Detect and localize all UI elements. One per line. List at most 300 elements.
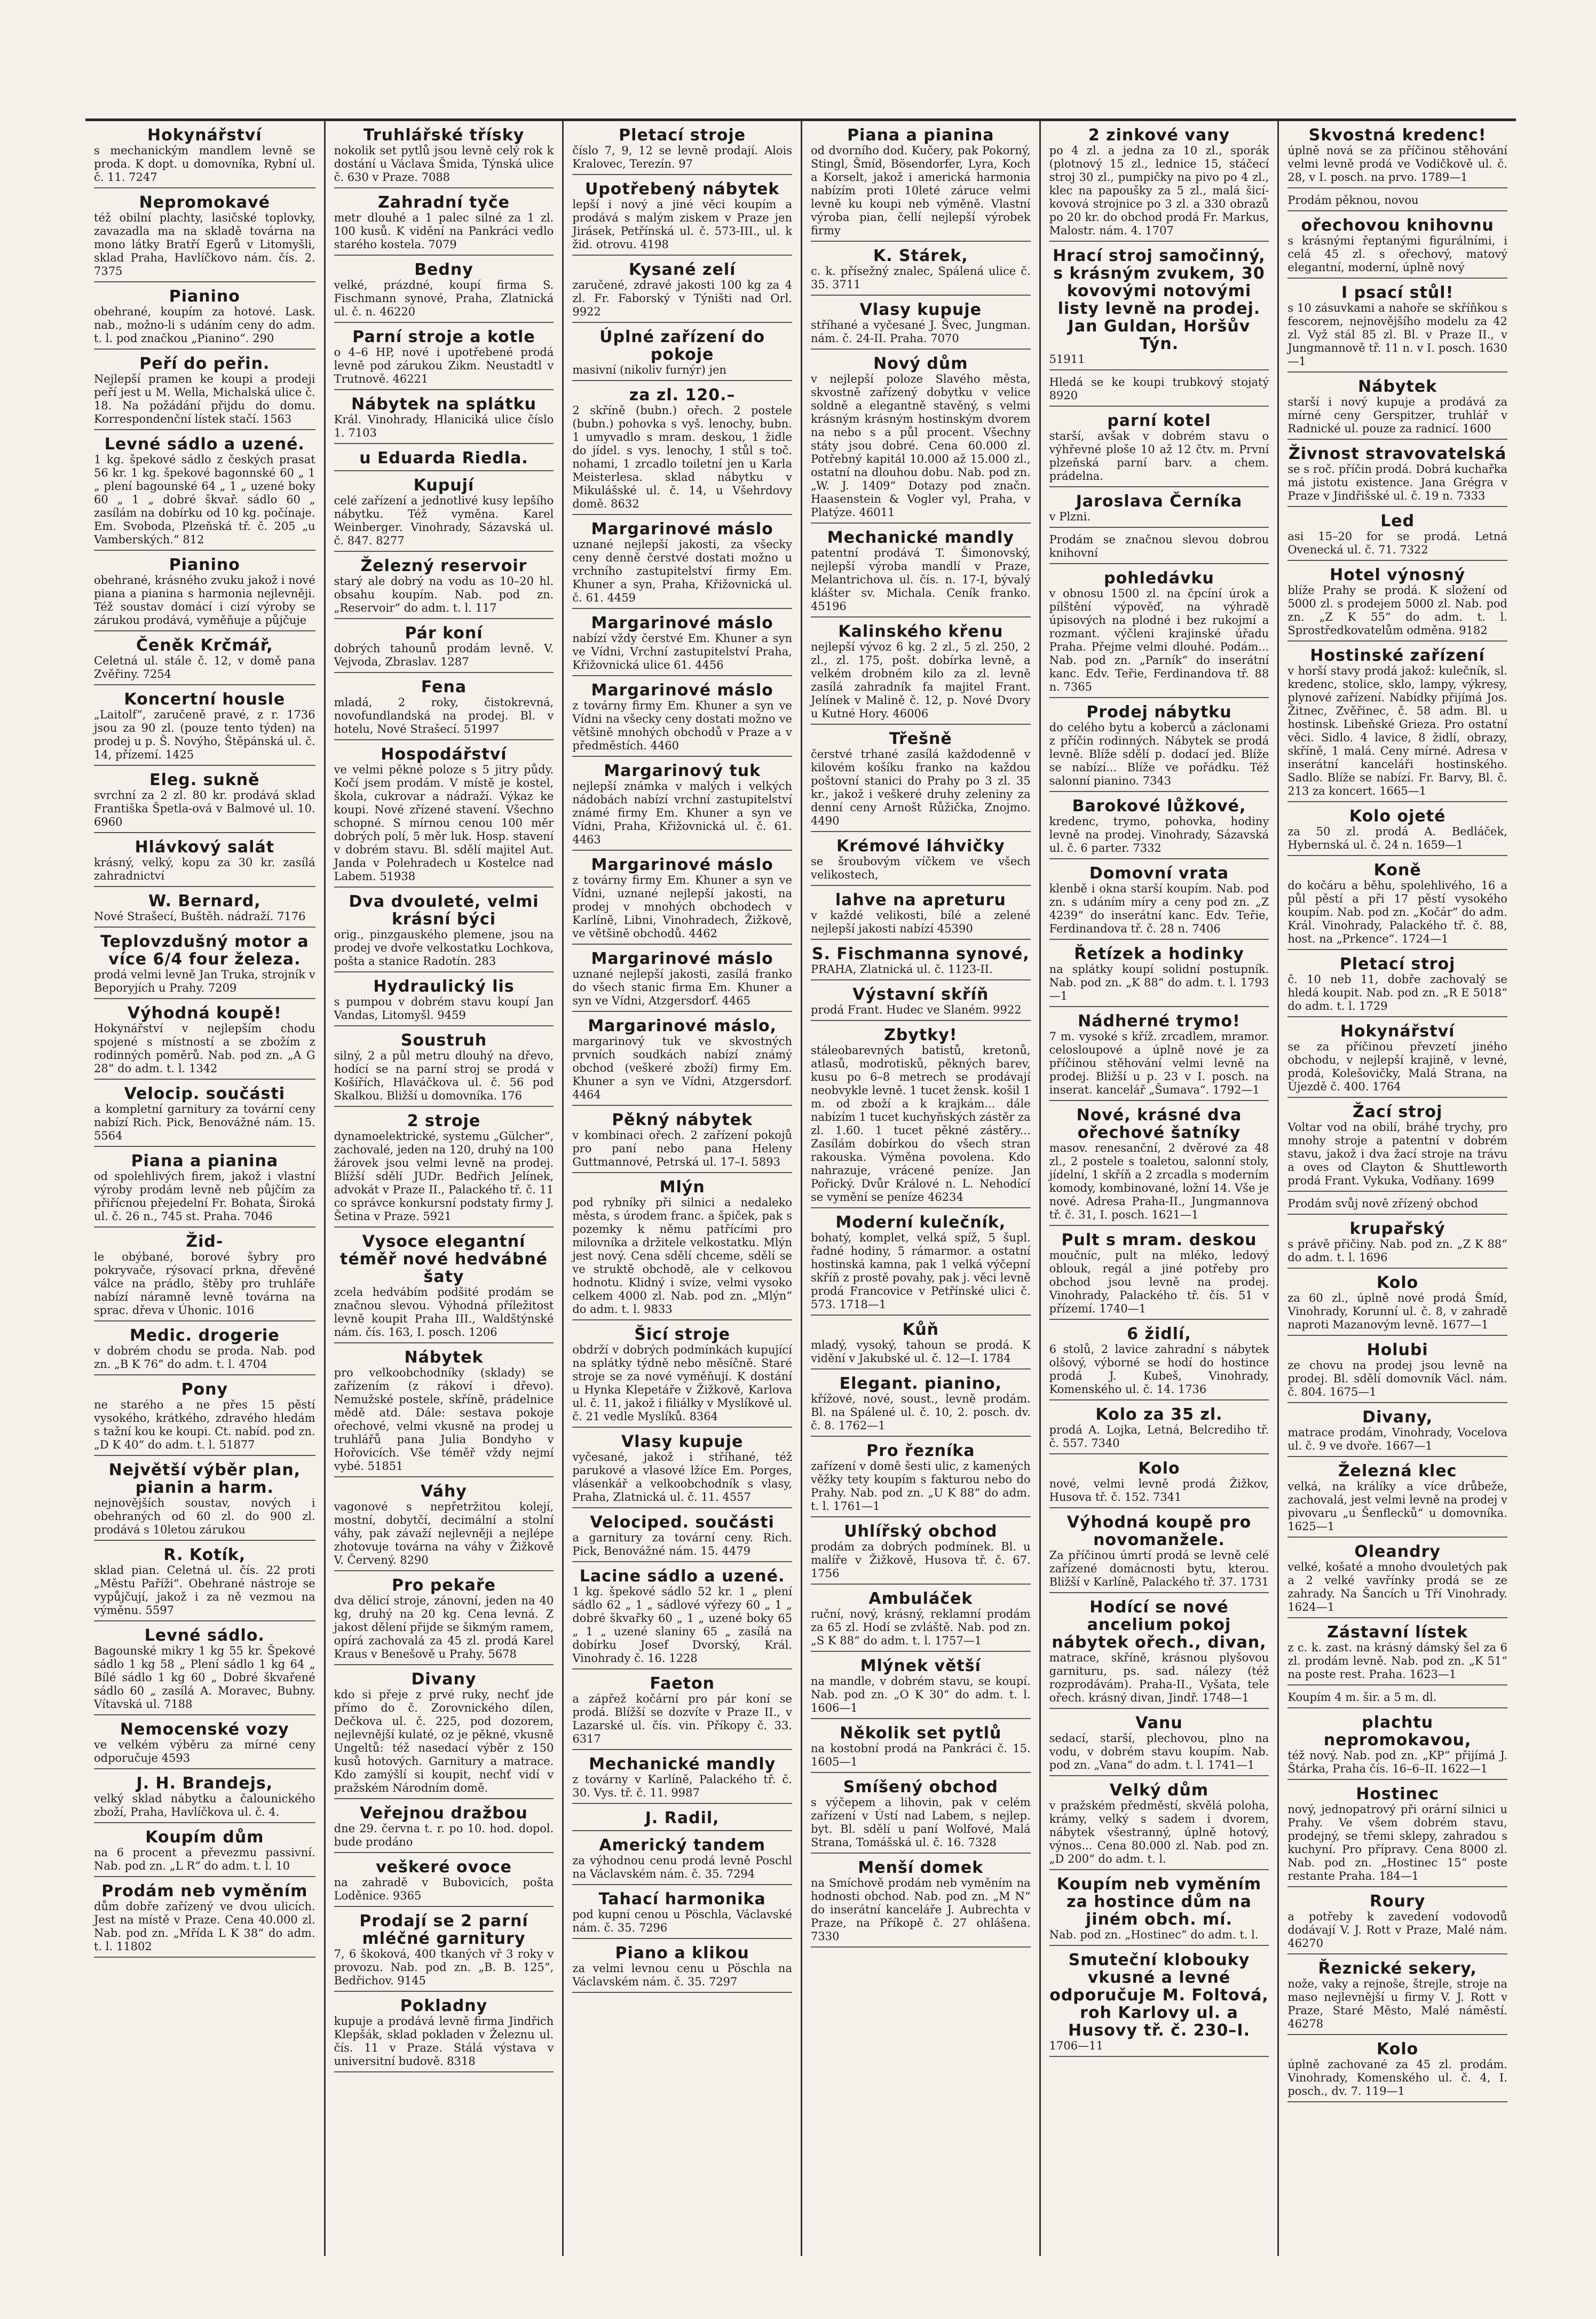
classified-ad (572, 1568, 792, 1669)
classified-ad (572, 1837, 792, 1885)
ad-text: ne starého a ne přes 15 pěstí vysokého, krátkého, zdravého hledám s tažní kou ke koupi. Ct. nabíd. pod zn. „D K 40“ do adm. t. l. 51877 (94, 1398, 315, 1451)
classified-ad (1049, 1598, 1269, 1709)
classified-ad (1287, 1023, 1507, 1098)
ad-divider (811, 1772, 1031, 1773)
classified-ad (334, 1032, 554, 1107)
ad-divider (811, 1516, 1031, 1517)
ad-text: 51911 (1049, 353, 1085, 366)
ad-text: velký sklad nábytku a čalounického zboží, Praha, Havlíčkova ul. č. 4. (94, 1792, 315, 1818)
ad-heading: Nádherné trymo! (1078, 1012, 1241, 1031)
classified-ad (572, 1809, 792, 1831)
classified-ad (1049, 945, 1269, 1007)
ad-heading: Několik set pytlů (840, 1724, 1002, 1743)
classified-ad (1287, 1960, 1507, 2035)
ad-heading: ořechovou knihovnu (1301, 216, 1494, 235)
ad-heading: Krémové láhvičky (836, 837, 1005, 856)
ad-text: z továrny v Karlíně, Palackého tř. č. 30. Vys. tř. č. 11. 9987 (572, 1773, 792, 1799)
ad-heading: Velociped. součásti (590, 1513, 775, 1532)
ad-divider (1287, 1886, 1507, 1887)
ad-text: stříhané a vyčesané J. Švec, Jungman. nám. č. 24-II. Praha. 7070 (810, 319, 1031, 345)
ad-text: dva dělicí stroje, zánovní, jeden na 40 kg, druhý na 20 kg. Cena levná. Z jakost dělení přijde se šikmým ramem, opírá zachovalá za 45 zl. prodá Karel Kraus v Benešově u Prahy. 5678 (334, 1594, 554, 1660)
classified-ad (1287, 1691, 1507, 1708)
ad-text: masivní (nikoliv furnýr) jen (572, 363, 726, 376)
ad-text: silný, 2 a půl metru dlouhý na dřevo, hodící se na parní stroj se prodá v Košířích, Hlaváčkova ul. č. 56 pod Skalkou. Bližší u domovníka. 176 (334, 1049, 554, 1102)
classified-ad (572, 386, 792, 515)
ad-heading: Oleandry (1354, 1542, 1441, 1561)
classified-ad (572, 180, 792, 256)
ad-divider (811, 616, 1031, 618)
classified-ad (811, 301, 1031, 350)
ad-text: v obnosu 1500 zl. na čpcíní úrok a pílštění výpověď, na výhradě úpisových na plodné i bez rukojmí a rozmant. výčleni krajinské úřadu Praha. Přejme velmi dlouhé. Podám... Nab. pod zn. „Parník“ do inserátní kanc. Edv. Teřie, Ferdinandova tř. 88 n. 7365 (1049, 587, 1269, 693)
classified-ad (1287, 1543, 1507, 1618)
ad-text: za výhodnou cenu prodá levně Poschl na Václavském nám. č. 35. 7294 (572, 1854, 792, 1880)
ad-heading: W. Bernard, (148, 892, 261, 911)
ad-text: za velmi levnou cenu u Pöschla na Václavském nám. č. 35. 7297 (572, 1962, 792, 1988)
ad-text: nejnovějších soustav, nových i obehraných od 60 zl. do 900 zl. prodává s 10letou zárukou (94, 1497, 315, 1536)
ad-heading: Margarinový tuk (604, 762, 761, 780)
ad-divider (94, 429, 315, 430)
ad-heading: Medic. drogerie (129, 1326, 280, 1345)
classified-ad (334, 126, 554, 188)
ad-text: zaručené, zdravé jakosti 100 kg za 4 zl. Fr. Faborský v Týništi nad Orl. 9922 (572, 279, 792, 318)
ad-heading: Jaroslava Černíka (1076, 492, 1243, 511)
ad-heading: Margarinové máslo (591, 614, 773, 632)
ad-divider (1049, 369, 1269, 370)
ad-divider (572, 174, 792, 175)
classified-ad (94, 556, 315, 631)
classified-ad (811, 730, 1031, 832)
ad-heading: Pro řezníka (866, 1442, 975, 1460)
classified-ad (811, 126, 1031, 242)
ad-divider (94, 1320, 315, 1321)
ad-heading: Vysoce elegantní téměř nové hedvábné šaty (339, 1232, 548, 1286)
ad-heading: parní kotel (1107, 411, 1211, 430)
classified-ad (94, 1004, 315, 1080)
classified-ad (94, 1327, 315, 1375)
ad-divider (94, 1374, 315, 1375)
ad-heading: Výhodná koupě! (127, 1004, 282, 1023)
ad-divider (94, 1822, 315, 1823)
ad-heading: R. Kotík, (163, 1546, 246, 1564)
ad-heading: Největší výběr plan, pianin a harm. (108, 1461, 301, 1497)
ad-heading: Uhlířský obchod (844, 1522, 998, 1541)
ad-divider (1049, 939, 1269, 940)
ad-text: starý ale dobrý na vodu as 10–20 hl. obsahu koupím. Nab. pod zn. „Reservoir“ do adm. t. l. 117 (334, 575, 554, 614)
ad-text: blíže Prahy se prodá. K složení od 5000 zl. s prodejem 5000 zl. Nab. pod zn. „Z K 55“ do adm. t. l. Sprostředkovatelům odměna. 9182 (1287, 584, 1507, 637)
classified-ad (1287, 2040, 1507, 2102)
ad-divider (572, 322, 792, 323)
ad-divider (334, 322, 554, 323)
classified-ad (1287, 217, 1507, 279)
ad-text: z továrny firmy Em. Khuner a syn ve Vídni na všecky ceny dostati možno ve většině mnohých obchodů v Praze a v předměstích. 4460 (572, 699, 792, 752)
classified-ad (334, 1483, 554, 1571)
ad-heading: Elegant. pianino, (839, 1374, 1002, 1393)
ad-heading: Piano a klikou (615, 1944, 749, 1962)
ad-column-4 (801, 121, 1039, 2256)
classified-ad (1287, 1408, 1507, 1457)
classified-ad (811, 247, 1031, 296)
ad-heading: Kalinského křenu (838, 622, 1004, 641)
classified-ad (1049, 569, 1269, 698)
ad-divider (1287, 1684, 1507, 1685)
ad-divider (1287, 855, 1507, 856)
ad-heading: Domovní vrata (1089, 864, 1229, 883)
ad-heading: Piana a pianina (847, 126, 994, 145)
ad-text: c. k. přísežný znalec, Spálená ulice č. 35. 3711 (810, 265, 1031, 291)
ad-text: 7, 6 škoková, 400 tkaných vř 3 roky v provozu. Nab. pod zn. „B. B. 125“, Bedřichov. 9145 (334, 1948, 554, 1987)
ad-divider (334, 2071, 554, 2072)
classified-ad (1049, 493, 1269, 528)
ad-divider (1287, 1456, 1507, 1457)
ad-text: na splátky koupí solidní postupník. Nab. pod zn. „K 88“ do adm. t. l. 1793—1 (1049, 963, 1269, 1002)
ad-text: Nové Strašecí, Buštěh. nádraží. 7176 (94, 910, 306, 923)
classified-ad (94, 1829, 315, 1877)
ad-divider (1287, 439, 1507, 440)
ad-heading: Zbytky! (884, 1026, 958, 1044)
classified-ad (1049, 376, 1269, 407)
ad-divider (1287, 801, 1507, 802)
ad-divider (1287, 278, 1507, 279)
ad-text: kdo si přeje z prvé ruky, nechť jde přímo do č. Zorovnického dílen, Dečkova ul. č. 225, pod dozorem, nejlevnější kulaté, oz je pěkné, vkusně Ungeltů: též nasedací výběr z 150 kusů hotových. Garnitury a matrace. Kdo zamýšlí si koupit, nechť vidí v pražském Národním domě. (334, 1688, 554, 1794)
ad-text: pod rybníky při silnici a nedaleko města, s úrodem franc. a špiček, pak s pozemky k němu patřícími pro milovníka a držitele velkostatku. Mlýn jest nový. Cena sdělí chceme, sdělí se ve struktě obchodě, ale v celkovou hodnotu. Klidný i svíze, velmi vysoko celkem 4000 zl. Nab. pod zn. „Mlýn“ do adm. t. l. 9833 (572, 1196, 792, 1316)
ad-heading: Živnost stravovatelská (1288, 445, 1507, 463)
ad-heading: Nový dům (873, 354, 968, 373)
ad-heading: Bedny (414, 260, 473, 279)
ad-text: prodá A. Lojka, Letná, Belcrediho tř. č. 557. 7340 (1049, 1423, 1269, 1450)
ad-text: nabízí vždy čerstvé Em. Khuner a syn ve Vídni, Vrchní zastupitelství Praha, Křižovnická ulice 61. 4456 (572, 632, 792, 671)
ad-text: celé zařízení a jednotlivé kusy lepšího nábytku. Též vyměna. Karel Weinberger. Vinohrady, Sázavská ul. č. 847. 8277 (334, 494, 554, 547)
ad-heading: Váhy (421, 1482, 467, 1501)
ad-text: Prodám svůj nově zřízený obchod (1287, 1197, 1479, 1210)
ad-heading: Hotel výnosný (1330, 566, 1466, 584)
ad-heading: Žid- (186, 1232, 224, 1251)
ad-heading: Žací stroj (1352, 1103, 1443, 1121)
ad-text: dynamoelektrické, systemu „Gülcher“, zachovalé, jeden na 120, druhý na 100 žárovek jsou velmi levně na prodej. Blížší sdělí JUDr. Bedřich Jelínek, advokát v Praze II., Palackého tř. č. 11 co správce konkursní podstaty firmy J. Šetina v Praze. 5921 (334, 1130, 554, 1223)
ad-divider (572, 1830, 792, 1831)
ad-heading: Pletací stroje (619, 126, 746, 145)
classified-ad (1049, 533, 1269, 564)
ad-divider (1049, 1869, 1269, 1870)
ad-text: sklad pian. Celetná ul. čís. 22 proti „Městu Paříži“. Obehrané nástroje se vypůjčují, jakož i za ně vezmou na výměnu. 5597 (94, 1564, 315, 1617)
ad-text: masov. renesanční, 2 dvěrové za 48 zl., 2 postele s toaletou, salonní stoly, jídelní, 1 skříň a 2 zrcadla s moderním komody, kombinované, ložní 14. Vše je nové. Adresa Praha-II., Jungmannova tř. č. 31, I. posch. 1621—1 (1049, 1142, 1269, 1221)
ad-text: v Plzni. (1049, 510, 1091, 523)
classified-ad (1287, 1197, 1507, 1215)
ad-text: Král. Vinohrady, Hlaniciká ulice číslo 1. 7103 (334, 413, 554, 439)
classified-ad (94, 1882, 315, 1958)
ad-divider (572, 675, 792, 676)
ad-divider (334, 443, 554, 444)
ad-heading: Roury (1369, 1892, 1426, 1911)
ad-text: Hokynářství v nejlepším chodu spojené s místností a se zbožím z rodinných poměrů. Nab. pod zn. „A G 28“ do adm. t. l. 1342 (94, 1022, 315, 1075)
ad-text: PRAHA, Zlatnická ul. č. 1123-II. (810, 963, 993, 976)
ad-divider (1287, 187, 1507, 188)
ad-divider (334, 389, 554, 390)
ad-divider (94, 927, 315, 928)
classified-ad (94, 838, 315, 887)
classified-ad (1287, 647, 1507, 802)
classified-ad (334, 1233, 554, 1343)
classified-ad (1287, 1893, 1507, 1954)
ad-divider (334, 1798, 554, 1799)
ad-text: po 4 zl. a jedna za 10 zl., sporák (plotnový 15 zl., lednice 15, stáčecí stroj 30 zl., pumpičky na pivo po 4 zl., klec na papoušky za 5 zl., malá šicí-kovová strojnice po 3 zl. a 330 obrazů po 20 kr. do obchod prodá Fr. Markus, Malostr. nám. 4. 1707 (1049, 144, 1269, 237)
classified-ad (94, 1381, 315, 1456)
ad-heading: Peří do peřin. (139, 354, 270, 373)
ad-divider (572, 1749, 792, 1750)
ad-heading: plachtu nepromokavou, (1323, 1713, 1472, 1750)
classified-ad (94, 933, 315, 999)
ad-heading: Železný reservoir (360, 557, 527, 575)
ad-divider (334, 1476, 554, 1477)
ad-text: Hledá se ke koupi trubkový stojatý 8920 (1049, 376, 1269, 402)
ad-text: nejlepší známka v malých i velkých nádobách nabízí vrchní zastupitelství známé firmy Em. Khuner a syn ve Vídni, Praha, Křižovnická ul. č. 61. 4463 (572, 780, 792, 846)
classified-ad (94, 1775, 315, 1823)
ad-divider (1287, 1335, 1507, 1336)
ad-divider (811, 979, 1031, 980)
ad-text: v horší stavy prodá jakož: kulečník, sl. kredenc, stolice, sklo, lampy, výkresy, plynové zařízení. Nabídky přijímá Jos. Žitnec, Zvěřinec, č. 58 adm. Bl. u hostinsk. Libeňské Grieza. Pro ostatní věci. Sidlo. 4 lavice, 8 židlí, obrazy, skříně, 1 malá. Ceny mírné. Adresa v inserátní kanceláři hostinského. Sadlo. Blíže se nabízí. Fr. Barvy, Bl. č. 213 za koncert. 1665—1 (1287, 664, 1507, 797)
ad-heading: Mechanické mandly (589, 1755, 776, 1774)
ad-divider (94, 998, 315, 999)
classified-ad (572, 682, 792, 757)
classified-ad (334, 1577, 554, 1665)
ad-divider (572, 380, 792, 381)
ad-heading: Mlýn (659, 1178, 705, 1197)
classified-ad (1287, 1714, 1507, 1780)
ad-text: Bagounské mikry 1 kg 55 kr. Špekové sádlo 1 kg 58 „ Plení sádlo 1 kg 64 „ Bílé sádlo 1 kg 60 „ Dobré škvařené sádlo 60 „ zasílá A. Moravec, Bubny. Vítavská ul. 7188 (94, 1644, 315, 1711)
classified-ad (572, 762, 792, 851)
classified-ad (811, 529, 1031, 618)
ad-text: lepší i nový a jiné věci koupím a prodává s malým ziskem v Praze jen Jirásek, Petřínská ul. č. 573-III., ul. k žid. otrovu. 4198 (572, 198, 792, 251)
ad-text: stáleobarevných batistů, kretonů, atlasů, modrotisků, pěkných barev, kusu po 6–8 metrech se prodávají neobvykle levně. 1 tucet žensk. košil 1 m. od zboží a k krajkám... dále nabízím 1 tucet kuchyňských zástěr za zl. 1.60. 1 tucet pěkné zástěry... Zasílám dobírkou do všech stran rakouska. Výměna povolena. Kdo nahrazuje, vrácené peníze. Jan Pořický. Dvůr Králové n. L. Nehodící se vymění se peníze 46234 (810, 1044, 1031, 1204)
ad-divider (572, 1938, 792, 1939)
ad-heading: Vanu (1135, 1714, 1183, 1732)
ad-text: bohatý, komplet, velká spíž, 5 šupl. řadné hodiny, 5 rámarmor. a ostatní hostinská kamna, pak 1 velká výčepní skříň z prostě povahy, pak j. věci levně prodá Francovice v Petřínské ulici č. 573. 1718—1 (810, 1231, 1031, 1311)
ad-heading: Hrací stroj samočinný, s krásným zvukem, 30 kovovými notovými listy levně na prodej. Jan Guldan, Horšův Týn. (1053, 247, 1266, 353)
classified-ad (1287, 445, 1507, 507)
classified-ad (334, 1349, 554, 1477)
ad-divider (334, 618, 554, 619)
classified-ad (1049, 1714, 1269, 1776)
ad-text: „Laitolf“, zaručeně pravé, z r. 1736 jsou za 90 zl. (pouze tento týden) na prodej u p. Š. Novýho, Štěpánská ul. č. 14, přízemí. 1425 (94, 708, 315, 761)
ad-text: velké, prázdné, koupí firma S. Fischmann synové, Praha, Zlatnická ul. č. n. 46220 (334, 279, 554, 318)
ad-divider (811, 1020, 1031, 1021)
classified-ad (1049, 797, 1269, 859)
ad-text: v pražském předměstí, skvělá poloha, krámy, velký s sadem i dvorem, nábytek všestranný, úplně hotový, výnos... Cena 80.000 zl. Nab. pod zn. „D 200“ do adm. t. l. (1049, 1799, 1269, 1865)
ad-divider (94, 832, 315, 833)
ad-divider (572, 1507, 792, 1508)
ad-heading: I psací stůl! (1341, 283, 1454, 302)
ad-divider (94, 684, 315, 685)
ad-divider (1049, 1592, 1269, 1593)
ad-text: Koupím 4 m. šir. a 5 m. dl. (1287, 1691, 1437, 1704)
classified-ad (811, 1657, 1031, 1719)
classified-ad (811, 1778, 1031, 1854)
ad-divider (811, 1946, 1031, 1948)
ad-heading: Kolo za 35 zl. (1095, 1405, 1223, 1424)
classified-ad (572, 1755, 792, 1804)
classified-ad (811, 1523, 1031, 1585)
ad-column-3 (562, 121, 801, 2256)
classified-ad (572, 856, 792, 945)
ad-divider (1287, 210, 1507, 211)
ad-divider (572, 608, 792, 609)
ad-heading: Levné sádlo. (144, 1626, 265, 1645)
ad-text: nové, velmi levně prodá Žižkov, Husova tř. č. 152. 7341 (1049, 1477, 1269, 1503)
classified-ad (811, 1321, 1031, 1370)
ad-divider (1049, 697, 1269, 698)
ad-text: dobrých tahounů prodám levně. V. Vejvoda, Zbraslav. 1287 (334, 642, 554, 668)
ad-divider (811, 295, 1031, 296)
ad-text: 1706—11 (1049, 2039, 1103, 2052)
ad-text: starší, avšak v dobrém stavu o výhřevné ploše 10 až 12 čtv. m. První plzeňská parní barv. a chem. prádelna. (1049, 430, 1269, 482)
ad-text: na kostobní prodá na Pankráci č. 15. 1605—1 (810, 1742, 1031, 1768)
ad-divider (572, 1105, 792, 1106)
ad-heading: Piana a pianina (131, 1152, 279, 1170)
ad-heading: Hospodářství (381, 745, 507, 764)
ad-heading: Hodící se nové ancelium pokoj nábytek ořech., divan, (1052, 1598, 1267, 1652)
classified-ad (1049, 247, 1269, 370)
classified-ad (1049, 1406, 1269, 1454)
ad-text: Prodám pěknou, novou (1287, 194, 1419, 207)
ad-divider (1287, 1016, 1507, 1017)
classified-ad (572, 126, 792, 175)
ad-heading: J. H. Brandejs, (136, 1774, 273, 1793)
ad-divider (94, 886, 315, 887)
ad-text: číslo 7, 9, 12 se levně prodají. Alois Kralovec, Terezín. 97 (572, 144, 792, 170)
classified-ad (1287, 1785, 1507, 1887)
ad-column-1 (85, 121, 324, 2256)
classified-ad (1287, 1462, 1507, 1538)
classified-ad (811, 1375, 1031, 1437)
ad-divider (334, 1906, 554, 1907)
classified-ad (94, 771, 315, 833)
classified-ad (334, 1912, 554, 1992)
ad-heading: Ambuláček (868, 1589, 973, 1608)
ad-text: pro velkoobchodníky (sklady) se zařízením (z rákoví i dřevo). Nemužské postele, skříně, prádelnice mědě atd. Dále: sestava pokoje ořechové, velmi vkusně na prodej u truhlářů pana Julia Bondyho v Hořovicích. Vše téměř vždy nejmí vybé. 51851 (334, 1366, 554, 1473)
ad-divider (94, 281, 315, 282)
ad-text: z továrny firmy Em. Khuner a syn ve Vídni, uznané nejlepší jakosti, na prodej v mnohých obchodech v Karlíně, Libni, Vinohradech, Žižkově, ve většině obchodů. 4462 (572, 874, 792, 940)
ad-heading: lahve na apreturu (835, 891, 1006, 909)
ad-heading: Pianino (169, 287, 240, 306)
ad-divider (94, 1876, 315, 1877)
classified-ad (1287, 1624, 1507, 1685)
ad-heading: Pony (181, 1380, 228, 1399)
ad-divider (811, 1651, 1031, 1652)
classified-ad (1049, 1231, 1269, 1320)
classified-ad (572, 1675, 792, 1750)
ad-text: le obýbané, borové šybry pro pokryvače, rýsovací prkna, dřevěné válce na prádlo, štěby pro truhláře nabízí náramně levně továrna na sprac. dřeva v Úhonic. 1016 (94, 1250, 315, 1317)
ad-heading: Veřejnou dražbou (360, 1804, 528, 1823)
ad-text: zařízení v domě šesti ulic, z kamených věžky tety koupím s fakturou nebo do Prahy. Nab. pod zn. „U K 88“ do adm. t. l. 1761—1 (810, 1460, 1031, 1513)
ad-text: v nejlepší poloze Slavého města, skvostně zařízený dobytku v velice soldně a elegantně stavěný, s velmi krásným krásným hostinským dvorem na nebo s a půl procent. Všechny státy jsou dobré. Cena 60.000 zl. Potřebný kapitál 10.000 až 15.000 zl., ostatní na dlouhou dobu. Nab. pod zn. „W. J. 1409“ Dotazy pod značn. Haasenstein & Vogler vyl, Praha, v Platýze. 46011 (810, 373, 1031, 519)
ad-heading: Třešně (889, 730, 952, 748)
classified-ad (1287, 566, 1507, 642)
ad-divider (94, 765, 315, 766)
ad-column-6 (1277, 121, 1516, 2256)
ad-heading: Koně (1373, 861, 1421, 880)
ad-heading: Nemocenské vozy (120, 1720, 289, 1739)
ad-divider (1287, 949, 1507, 950)
newspaper-classifieds-page (85, 118, 1516, 2256)
classified-ad (1287, 808, 1507, 856)
ad-heading: Barokové lůžkové, (1072, 797, 1246, 816)
classified-ad (94, 288, 315, 350)
ad-text: nokolik set pytlů jsou levně celý rok k dostání u Václava Šmida, Týnská ulice č. 630 v Praze. 7088 (334, 144, 554, 184)
ad-text: nože, vaky a rejnoše, štrejle, stroje na maso nejlevnější u firmy V. J. Rott v Praze, Staré Město, Malé náměstí. 46278 (1287, 1977, 1507, 2030)
ad-divider (1049, 1225, 1269, 1226)
classified-ad (94, 1461, 315, 1541)
classified-ad (572, 261, 792, 323)
ad-text: obehrané, koupím za hotové. Lask. nab., možno-li s udáním ceny do adm. t. l. pod značkou „Pianino“. 290 (94, 305, 315, 345)
ad-heading: Prodají se 2 parní mléčné garnitury (359, 1912, 528, 1948)
classified-ad (334, 194, 554, 256)
classified-ad (1049, 412, 1269, 487)
ad-divider (1287, 1402, 1507, 1403)
ad-text: velká, na králíky a více drůbeže, zachovalá, jest velmi levně na prodej v pivovaru „u Šenflecků“ u domovníka. 1625—1 (1287, 1480, 1507, 1533)
ad-text: s právě přičiny. Nab. pod zn. „Z K 88“ do adm. t. l. 1696 (1287, 1238, 1507, 1264)
classified-ad (811, 1724, 1031, 1773)
ad-heading: Pár koní (405, 624, 483, 643)
classified-ad (1287, 284, 1507, 373)
classified-ad (334, 557, 554, 619)
ad-heading: Pletací stroj (1339, 955, 1456, 973)
ad-divider (1049, 563, 1269, 564)
ad-heading: za zl. 120.– (629, 386, 736, 405)
ad-heading: Margarinové máslo (591, 681, 773, 700)
classified-ad (1049, 1012, 1269, 1101)
ad-text: 2 skříně (bubn.) ořech. 2 postele (bubn.) pohovka s vyš. lenochy, bubn. 1 umyvadlo s mram. deskou, 1 židle do jídel. s vys. lenochy, 1 stůl s toč. nohami, 1 zrcadlo toiletní jen u Karla Meisterlesa. sklad nábytku v Mikulášské ul. č. 14, u Všehrdovy domě. 8632 (572, 404, 792, 510)
classified-ad (94, 355, 315, 430)
ad-heading: Lacine sádlo a uzené. (579, 1567, 785, 1586)
ad-divider (811, 831, 1031, 832)
ad-heading: Teplovzdušný motor a více 6/4 four železa. (100, 932, 309, 969)
ad-heading: Nepromokavé (139, 193, 270, 212)
ad-heading: Nábytek (1358, 377, 1437, 396)
ad-heading: Tahací harmonika (598, 1890, 766, 1909)
ad-text: se za příčinou převzetí jiného obchodu, v nejlepší krajině, v levné, prodá, Kolešovičky, Malá Strana, na Újezdě č. 400. 1764 (1287, 1040, 1507, 1093)
ad-heading: Kolo (1138, 1459, 1180, 1478)
ad-heading: Fena (421, 678, 467, 697)
ad-divider (334, 887, 554, 888)
ad-divider (94, 630, 315, 631)
classified-ad (811, 945, 1031, 980)
ad-heading: Mechanické mandly (827, 528, 1014, 547)
classified-ad (1049, 1325, 1269, 1400)
ad-text: dům dobře zařízený ve dvou ulicích. Jest na místě v Praze. Cena 40.000 zl. Nab. pod zn. „Mřída L K 38“ do adm. t. l. 11802 (94, 1900, 315, 1953)
ad-text: a garnitury za tovární ceny. Rich. Pick, Benovážné nám. 15. 4479 (572, 1531, 792, 1557)
ad-text: úplně nová se za příčinou stěhování velmi levně prodá ve Vodičkově ul. č. 28, v I. posch. na prvo. 1789—1 (1287, 144, 1507, 184)
ad-heading: Americký tandem (599, 1836, 765, 1855)
ad-divider (811, 939, 1031, 940)
ad-text: sedací, starší, plechovou, plno na vodu, v dobrém stavu koupím. Nab. pod zn. „Vana“ do adm. t. l. 1741—1 (1049, 1732, 1269, 1771)
ad-heading: 6 židlí, (1127, 1325, 1191, 1343)
classified-ad (572, 328, 792, 381)
ad-divider (1049, 2056, 1269, 2057)
classified-ad (572, 1514, 792, 1562)
ad-heading: krupařský (1349, 1220, 1445, 1238)
classified-ad (94, 126, 315, 188)
classified-ad (811, 837, 1031, 886)
classified-ad (572, 1111, 792, 1173)
ad-text: též nový. Nab. pod zn. „KP“ přijímá J. Štárka, Praha čís. 16–6–II. 1622—1 (1287, 1749, 1507, 1775)
ad-text: margarinový tuk ve skvostných prvních soudkách nabízí známý obchod (veškeré zboží) firmy Em. Khuner a syn ve Vídni, Atzgersdorf. 4464 (572, 1035, 792, 1101)
classified-ad (1049, 1782, 1269, 1870)
ad-text: též obilní plachty, lasičské toplovky, zavazadla ma na skladě továrna na mono látky Bratří Egerů v Litomyšli, sklad Praha, Havlíčkovo nám. čís. 2. 7375 (94, 211, 315, 278)
ad-text: nový, jednopatrový při orární silnici u Prahy. Ve všem dobrém stavu, prodejný, se třemi sklepy, zahradou s kuchyní. Pro přípravy. Cena 8000 zl. Nab. pod zn. „Hostinec 15“ poste restante Praha. 184—1 (1287, 1803, 1507, 1882)
ad-heading: Soustruh (400, 1031, 487, 1050)
ad-divider (94, 349, 315, 350)
classified-ad (811, 1859, 1031, 1948)
ad-divider (1287, 640, 1507, 642)
